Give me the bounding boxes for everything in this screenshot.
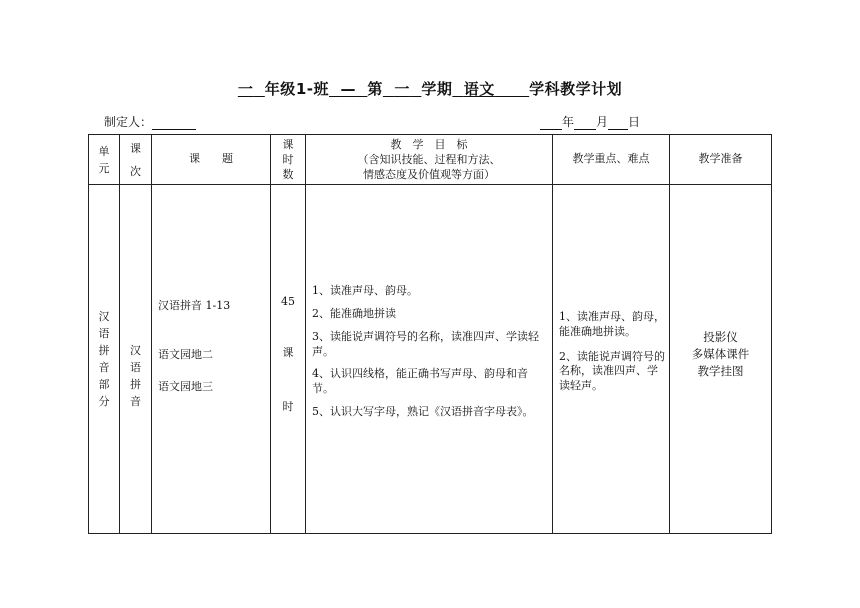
cell-lesson: 汉 语 拼 音: [120, 185, 152, 534]
author-blank: [152, 117, 196, 130]
header-unit: 单 元: [89, 135, 120, 185]
key-point-1: 1、读准声母、韵母，能准确地拼读。: [559, 309, 665, 338]
cell-hours: 45 课 时: [271, 185, 306, 534]
objective-5: 5、认识大写字母，熟记《汉语拼音字母表》。: [312, 405, 534, 419]
objective-1: 1、读准声母、韵母。: [312, 284, 418, 298]
header-hours: 课 时 数: [271, 135, 306, 185]
topic-1: 汉语拼音 1-13: [158, 298, 231, 312]
key-point-2: 2、读能说声调符号的名称，读准四声、学读轻声。: [559, 349, 665, 393]
title-term-suffix: 学期: [421, 80, 453, 98]
cell-objectives: [306, 185, 553, 534]
date-month: 月: [596, 115, 609, 129]
header-preparation: 教学准备: [670, 135, 772, 185]
header-topic: 课 题: [152, 135, 271, 185]
title-grade: 一: [237, 80, 254, 98]
objective-4: 4、认识四线格，能正确书写声母、韵母和音节。: [312, 367, 528, 396]
date-year: 年: [562, 115, 575, 129]
cell-preparation: 投影仪 多媒体课件 教学挂图: [670, 185, 772, 534]
title-class: 1-班: [295, 80, 329, 98]
title-subject: 语文: [463, 80, 495, 98]
header-row: [89, 135, 772, 185]
title-grade-suffix: 年级: [264, 80, 296, 98]
objective-3: 3、读能说声调符号的名称，读准四声、学读轻声。: [312, 329, 539, 358]
objective-2: 2、能准确地拼读: [312, 306, 396, 320]
author-line: [104, 113, 196, 130]
author-label: 制定人：: [104, 115, 153, 129]
date-line: [540, 113, 640, 130]
title-term: 一: [394, 80, 410, 98]
topic-3: 语文园地三: [158, 380, 213, 394]
topic-2: 语文园地二: [158, 347, 213, 361]
date-day: 日: [628, 115, 641, 129]
teaching-plan-table: [88, 134, 772, 534]
table-row: [89, 185, 772, 534]
document-title: [0, 78, 860, 99]
title-suffix: 学科教学计划: [529, 80, 623, 98]
title-term-prefix: 第: [367, 80, 383, 98]
cell-unit: 汉 语 拼 音 部 分: [89, 185, 120, 534]
header-key-points: 教学重点、难点: [553, 135, 670, 185]
header-lesson: 课 次: [120, 135, 152, 185]
header-objectives: 教 学 目 标 （含知识技能、过程和方法、 情感态度及价值观等方面）: [306, 135, 553, 185]
title-dash: —: [340, 80, 356, 98]
cell-key-points: [553, 185, 670, 534]
cell-topics: [152, 185, 271, 534]
